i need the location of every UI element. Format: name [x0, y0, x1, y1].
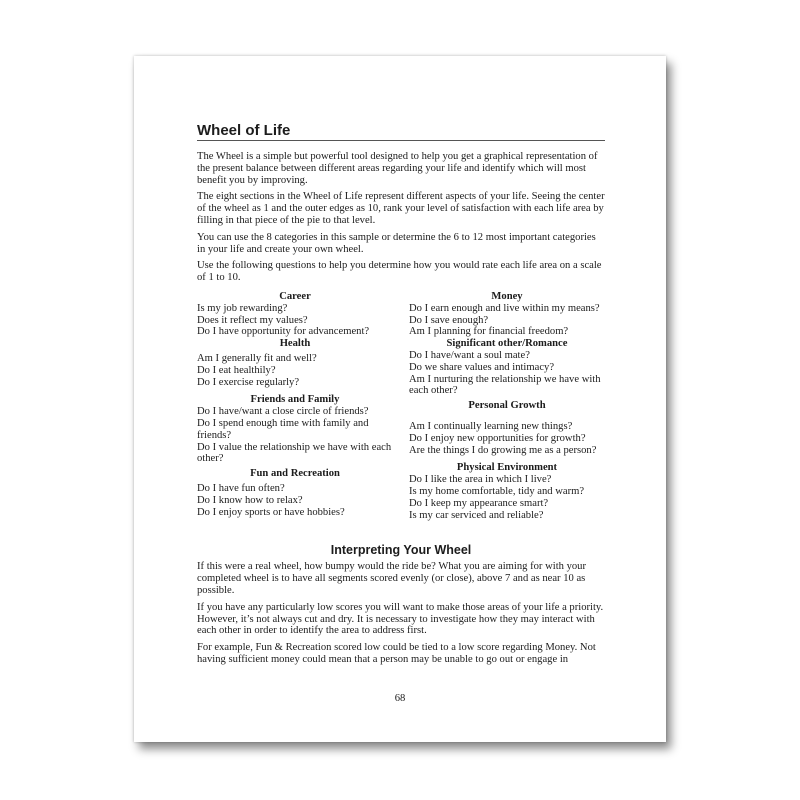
category-question: Do I eat healthily?: [197, 364, 276, 376]
intro-paragraph: Use the following questions to help you determine how you would rate each life area on a scale of 1 to 10.: [197, 260, 602, 284]
category-question: Is my home comfortable, tidy and warm?: [409, 485, 585, 497]
category-question: Do I know how to relax?: [197, 494, 303, 506]
category-question: Do I keep my appearance smart?: [409, 497, 549, 509]
category-question: Do I exercise regularly?: [197, 376, 300, 388]
left-category-column: [197, 291, 393, 521]
category-question: Do I earn enough and live within my means?: [409, 302, 600, 314]
category-title: Money: [491, 290, 523, 302]
category-career: [197, 291, 393, 338]
section-paragraph: If this were a real wheel, how bumpy would the ride be? What you are aiming for with your completed wheel is to have all segments scored evenly (or close), above 7 and as near 10 as possible.: [197, 561, 587, 596]
category-question: Are the things I do growing me as a person?: [409, 444, 597, 456]
category-question: Am I planning for financial freedom?: [409, 326, 569, 338]
category-friends-family: [197, 394, 393, 465]
right-category-column: [409, 291, 605, 521]
category-physical-environment: [409, 462, 605, 521]
document-page: [134, 56, 666, 742]
category-title: Significant other/Romance: [446, 338, 568, 350]
intro-paragraph: You can use the 8 categories in this sample or determine the 6 to 12 most important categories in your life and create your own wheel.: [197, 231, 596, 255]
page-content: [197, 123, 605, 666]
category-title: Fun and Recreation: [250, 468, 340, 480]
category-title: Health: [279, 338, 311, 350]
category-question: Do I have opportunity for advancement?: [197, 326, 370, 338]
category-question: Do I spend enough time with family and friends?: [197, 417, 369, 441]
category-significant-other: [409, 338, 605, 397]
category-question: Is my job rewarding?: [197, 302, 288, 314]
category-question: Am I nurturing the relationship we have with each other?: [409, 373, 601, 397]
category-question: Do I enjoy new opportunities for growth?: [409, 432, 586, 444]
category-columns: [197, 291, 605, 521]
section-paragraph: For example, Fun & Recreation scored low could be tied to a low score regarding Money. Not having sufficient money could mean that a person may be unable to go out or engage in: [197, 642, 596, 665]
category-question: Do I like the area in which I live?: [409, 474, 552, 486]
category-question: Does it reflect my values?: [197, 314, 308, 326]
category-title: Personal Growth: [468, 400, 546, 412]
category-question: Do I value the relationship we have with each other?: [197, 441, 392, 465]
section-paragraph: If you have any particularly low scores you will want to make those areas of your life a priority. However, it’s not always cut and dry. It is necessary to investigate how they may interact with each other in order to identify the area to address first.: [197, 601, 604, 637]
category-health: [197, 338, 393, 388]
intro-paragraph: The eight sections in the Wheel of Life represent different aspects of your life. Seeing the center of the wheel as 1 and the outer edges as 10, rank your level of satisfaction with each life area by filling in that piece of the pie to that level.: [197, 191, 605, 226]
category-question: Do I save enough?: [409, 314, 489, 326]
category-question: Am I generally fit and well?: [197, 352, 317, 364]
category-money: [409, 291, 605, 338]
category-title: Career: [279, 290, 311, 302]
category-question: Is my car serviced and reliable?: [409, 509, 544, 521]
category-question: Do I have fun often?: [197, 482, 285, 494]
category-question: Am I continually learning new things?: [409, 420, 573, 432]
section-heading: Interpreting Your Wheel: [330, 543, 472, 558]
category-title: Physical Environment: [456, 462, 558, 474]
category-question: Do we share values and intimacy?: [409, 361, 555, 373]
intro-paragraph: The Wheel is a simple but powerful tool designed to help you get a graphical representation of the present balance between different areas regarding your life and identify which will most benefit you by improving.: [197, 151, 598, 186]
page-title: Wheel of Life: [197, 123, 605, 141]
category-fun-recreation: [197, 468, 393, 518]
category-question: Do I have/want a soul mate?: [409, 349, 530, 361]
category-question: Do I enjoy sports or have hobbies?: [197, 506, 345, 518]
page-number: 68: [394, 693, 406, 704]
category-question: Do I have/want a close circle of friends?: [197, 406, 369, 418]
category-personal-growth: [409, 400, 605, 456]
category-title: Friends and Family: [250, 394, 340, 406]
